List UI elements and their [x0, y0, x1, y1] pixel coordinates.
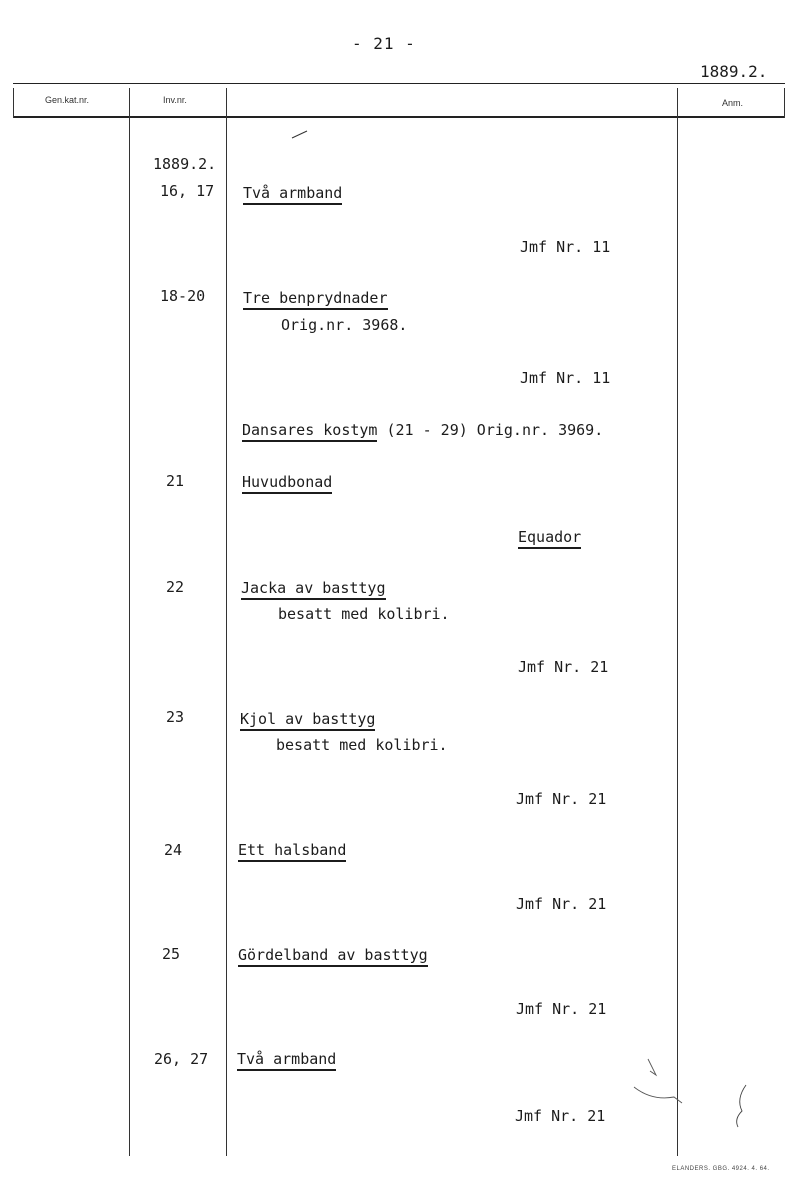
printer-imprint: ELANDERS. GBG. 4924. 4. 64.: [672, 1166, 770, 1172]
inv-number: 25: [162, 945, 181, 963]
inv-number: 18-20: [160, 287, 206, 305]
entry-title-text: Tre benprydnader: [243, 289, 388, 310]
origin-country: [518, 528, 581, 546]
column-rule-inv-desc: [226, 88, 227, 1156]
cross-reference: Jmf Nr. 21: [516, 790, 607, 808]
entry-title: [242, 473, 332, 491]
header-top-rule: [13, 83, 785, 84]
cross-reference: Jmf Nr. 21: [518, 658, 609, 676]
entry-title-text: Två armband: [237, 1050, 336, 1071]
group-heading-text: Dansares kostym: [242, 421, 377, 442]
entry-title: [241, 579, 386, 597]
entry-detail: besatt med kolibri.: [276, 736, 448, 754]
entry-title-text: Två armband: [243, 184, 342, 205]
entry-title: [238, 946, 428, 964]
inv-number: 26, 27: [154, 1050, 209, 1068]
origin-country-text: Equador: [518, 528, 581, 549]
inv-number: 16, 17: [160, 182, 215, 200]
entry-title: [238, 841, 346, 859]
header-gen-kat-nr: Gen.kat.nr.: [45, 95, 90, 105]
entry-detail: besatt med kolibri.: [278, 605, 450, 623]
entry-title-text: Gördelband av basttyg: [238, 946, 428, 967]
entry-title: [243, 184, 342, 202]
group-heading-range: (21 - 29) Orig.nr. 3969.: [386, 421, 604, 439]
column-rule-gen-inv: [129, 88, 130, 1156]
cross-reference: Jmf Nr. 21: [515, 1107, 606, 1125]
column-rule-left: [13, 88, 14, 118]
inv-number: 23: [166, 708, 185, 726]
entry-title-text: Huvudbonad: [242, 473, 332, 494]
pencil-scribble-mark: [630, 1055, 750, 1130]
cross-reference: Jmf Nr. 21: [516, 1000, 607, 1018]
pen-tick-mark: [290, 128, 310, 140]
cross-reference: Jmf Nr. 11: [520, 369, 611, 387]
inv-number: 24: [164, 841, 183, 859]
column-rule-right: [784, 88, 785, 118]
header-inv-nr: Inv.nr.: [163, 95, 187, 105]
entry-title-text: Kjol av basttyg: [240, 710, 375, 731]
cross-reference: Jmf Nr. 21: [516, 895, 607, 913]
cross-reference: Jmf Nr. 11: [520, 238, 611, 256]
entry-title: [243, 289, 388, 307]
section-label: 1889.2.: [153, 155, 217, 173]
header-anm: Anm.: [722, 98, 744, 108]
inv-number: 21: [166, 472, 185, 490]
entry-title-text: Jacka av basttyg: [241, 579, 386, 600]
catalog-reference: 1889.2.: [700, 62, 768, 81]
entry-title: [240, 710, 375, 728]
entry-title-text: Ett halsband: [238, 841, 346, 862]
entry-detail: Orig.nr. 3968.: [281, 316, 408, 334]
page-number: - 21 -: [352, 34, 416, 53]
column-rule-desc-anm: [677, 88, 678, 1156]
entry-title: [237, 1050, 336, 1068]
group-heading: [242, 421, 603, 439]
inv-number: 22: [166, 578, 185, 596]
